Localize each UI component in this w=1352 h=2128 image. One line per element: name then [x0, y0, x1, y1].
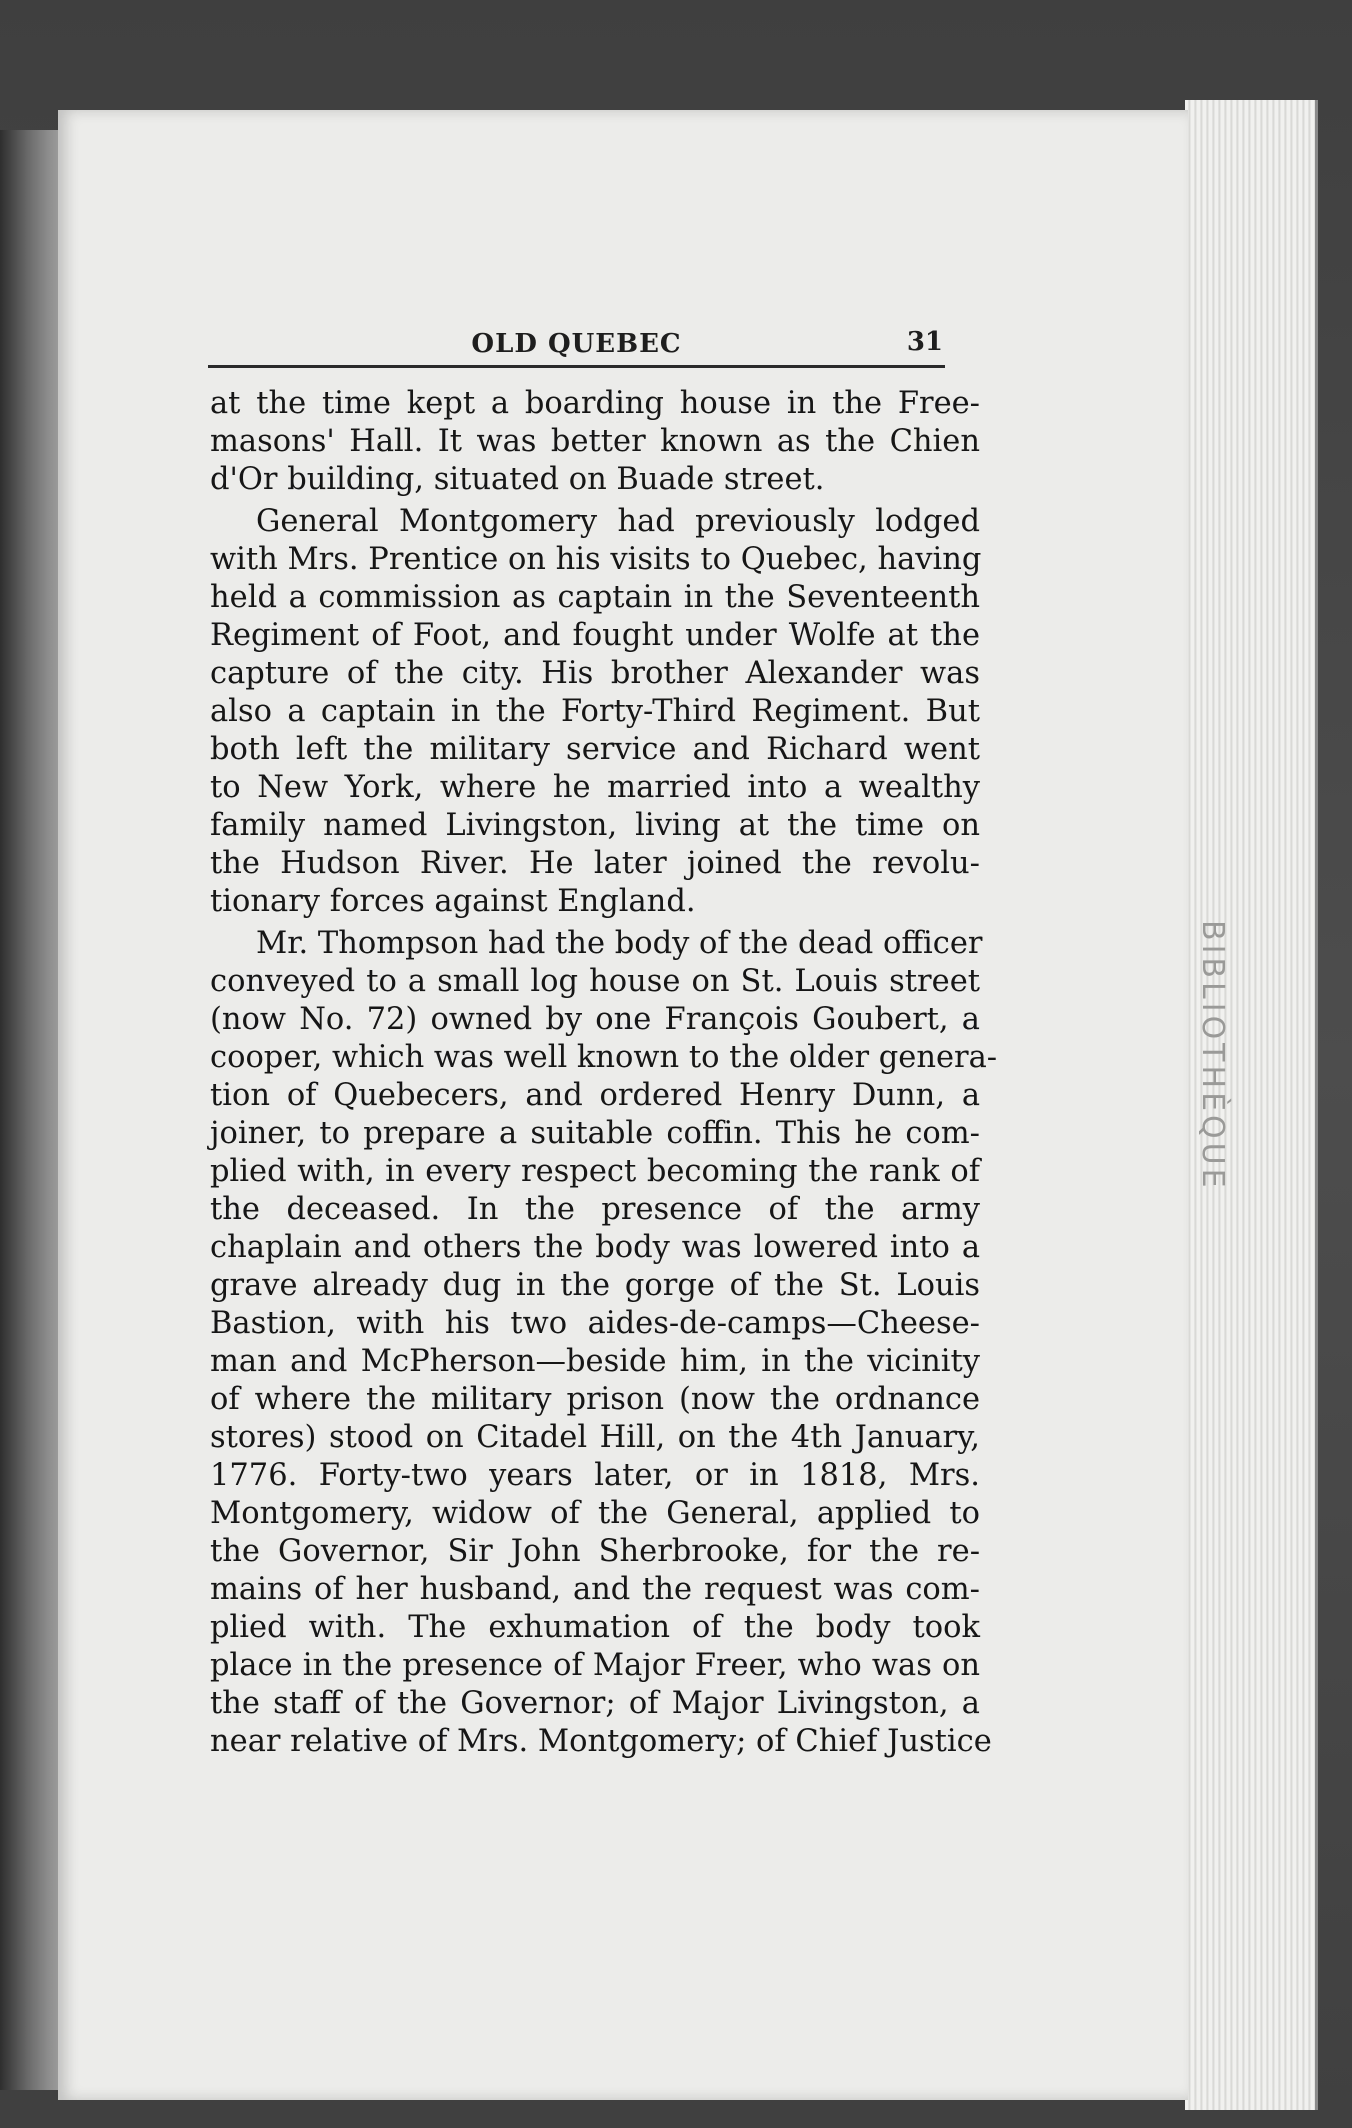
text-line: near relative of Mrs. Montgomery; of Chief Justice [210, 1724, 992, 1759]
text-line: the Governor, Sir John Sherbrooke, for the re- [210, 1534, 980, 1569]
text-line: tionary forces against England. [210, 884, 696, 919]
text-line: capture of the city. His brother Alexander was [210, 656, 980, 691]
page-number: 31 [906, 327, 943, 357]
text-line: family named Livingston, living at the time on [210, 808, 980, 843]
text-line: d'Or building, situated on Buade street. [210, 462, 825, 497]
paragraph [210, 503, 980, 921]
text-line: the staff of the Governor; of Major Livingston, a [210, 1686, 980, 1721]
text-line: cooper, which was well known to the older genera- [210, 1040, 998, 1075]
text-line: Mr. Thompson had the body of the dead officer [256, 926, 983, 961]
text-line: tion of Quebecers, and ordered Henry Dunn, a [210, 1078, 980, 1113]
library-stamp: BIBLIOTHÈQUE [1195, 920, 1230, 1192]
text-line: General Montgomery had previously lodged [256, 504, 980, 539]
text-line: with Mrs. Prentice on his visits to Quebec, having [210, 542, 982, 577]
text-line: chaplain and others the body was lowered into a [210, 1230, 980, 1265]
text-line: masons' Hall. It was better known as the Chien [210, 424, 980, 459]
paragraph [210, 385, 980, 499]
text-line: Bastion, with his two aides-de-camps—Cheese- [210, 1306, 980, 1341]
text-line: both left the military service and Richard went [210, 732, 980, 767]
text-line: the deceased. In the presence of the army [210, 1192, 980, 1227]
text-line: conveyed to a small log house on St. Louis street [210, 964, 980, 999]
text-line: also a captain in the Forty-Third Regiment. But [210, 694, 980, 729]
text-line: held a commission as captain in the Seventeenth [210, 580, 980, 615]
text-line: of where the military prison (now the ordnance [210, 1382, 980, 1417]
text-line: (now No. 72) owned by one François Goubert, a [210, 1002, 980, 1037]
text-line: the Hudson River. He later joined the revolu- [210, 846, 980, 881]
text-line: stores) stood on Citadel Hill, on the 4th January, [210, 1420, 980, 1455]
text-line: 1776. Forty-two years later, or in 1818, Mrs. [210, 1458, 980, 1493]
text-line: Montgomery, widow of the General, applied to [210, 1496, 980, 1531]
text-line: plied with. The exhumation of the body took [210, 1610, 980, 1645]
running-title: OLD QUEBEC [471, 329, 682, 359]
page-header [208, 325, 945, 368]
text-line: Regiment of Foot, and fought under Wolfe at the [210, 618, 980, 653]
text-line: at the time kept a boarding house in the Free- [210, 386, 980, 421]
text-line: man and McPherson—beside him, in the vicinity [210, 1344, 980, 1379]
text-line: place in the presence of Major Freer, who was on [210, 1648, 980, 1683]
text-line: mains of her husband, and the request was com- [210, 1572, 980, 1607]
text-line: grave already dug in the gorge of the St. Louis [210, 1268, 980, 1303]
text-line: joiner, to prepare a suitable coffin. This he com- [210, 1116, 980, 1151]
text-line: to New York, where he married into a wealthy [210, 770, 980, 805]
text-line: plied with, in every respect becoming the rank of [210, 1154, 980, 1189]
paragraph [210, 925, 998, 1761]
body-text [210, 385, 998, 1761]
